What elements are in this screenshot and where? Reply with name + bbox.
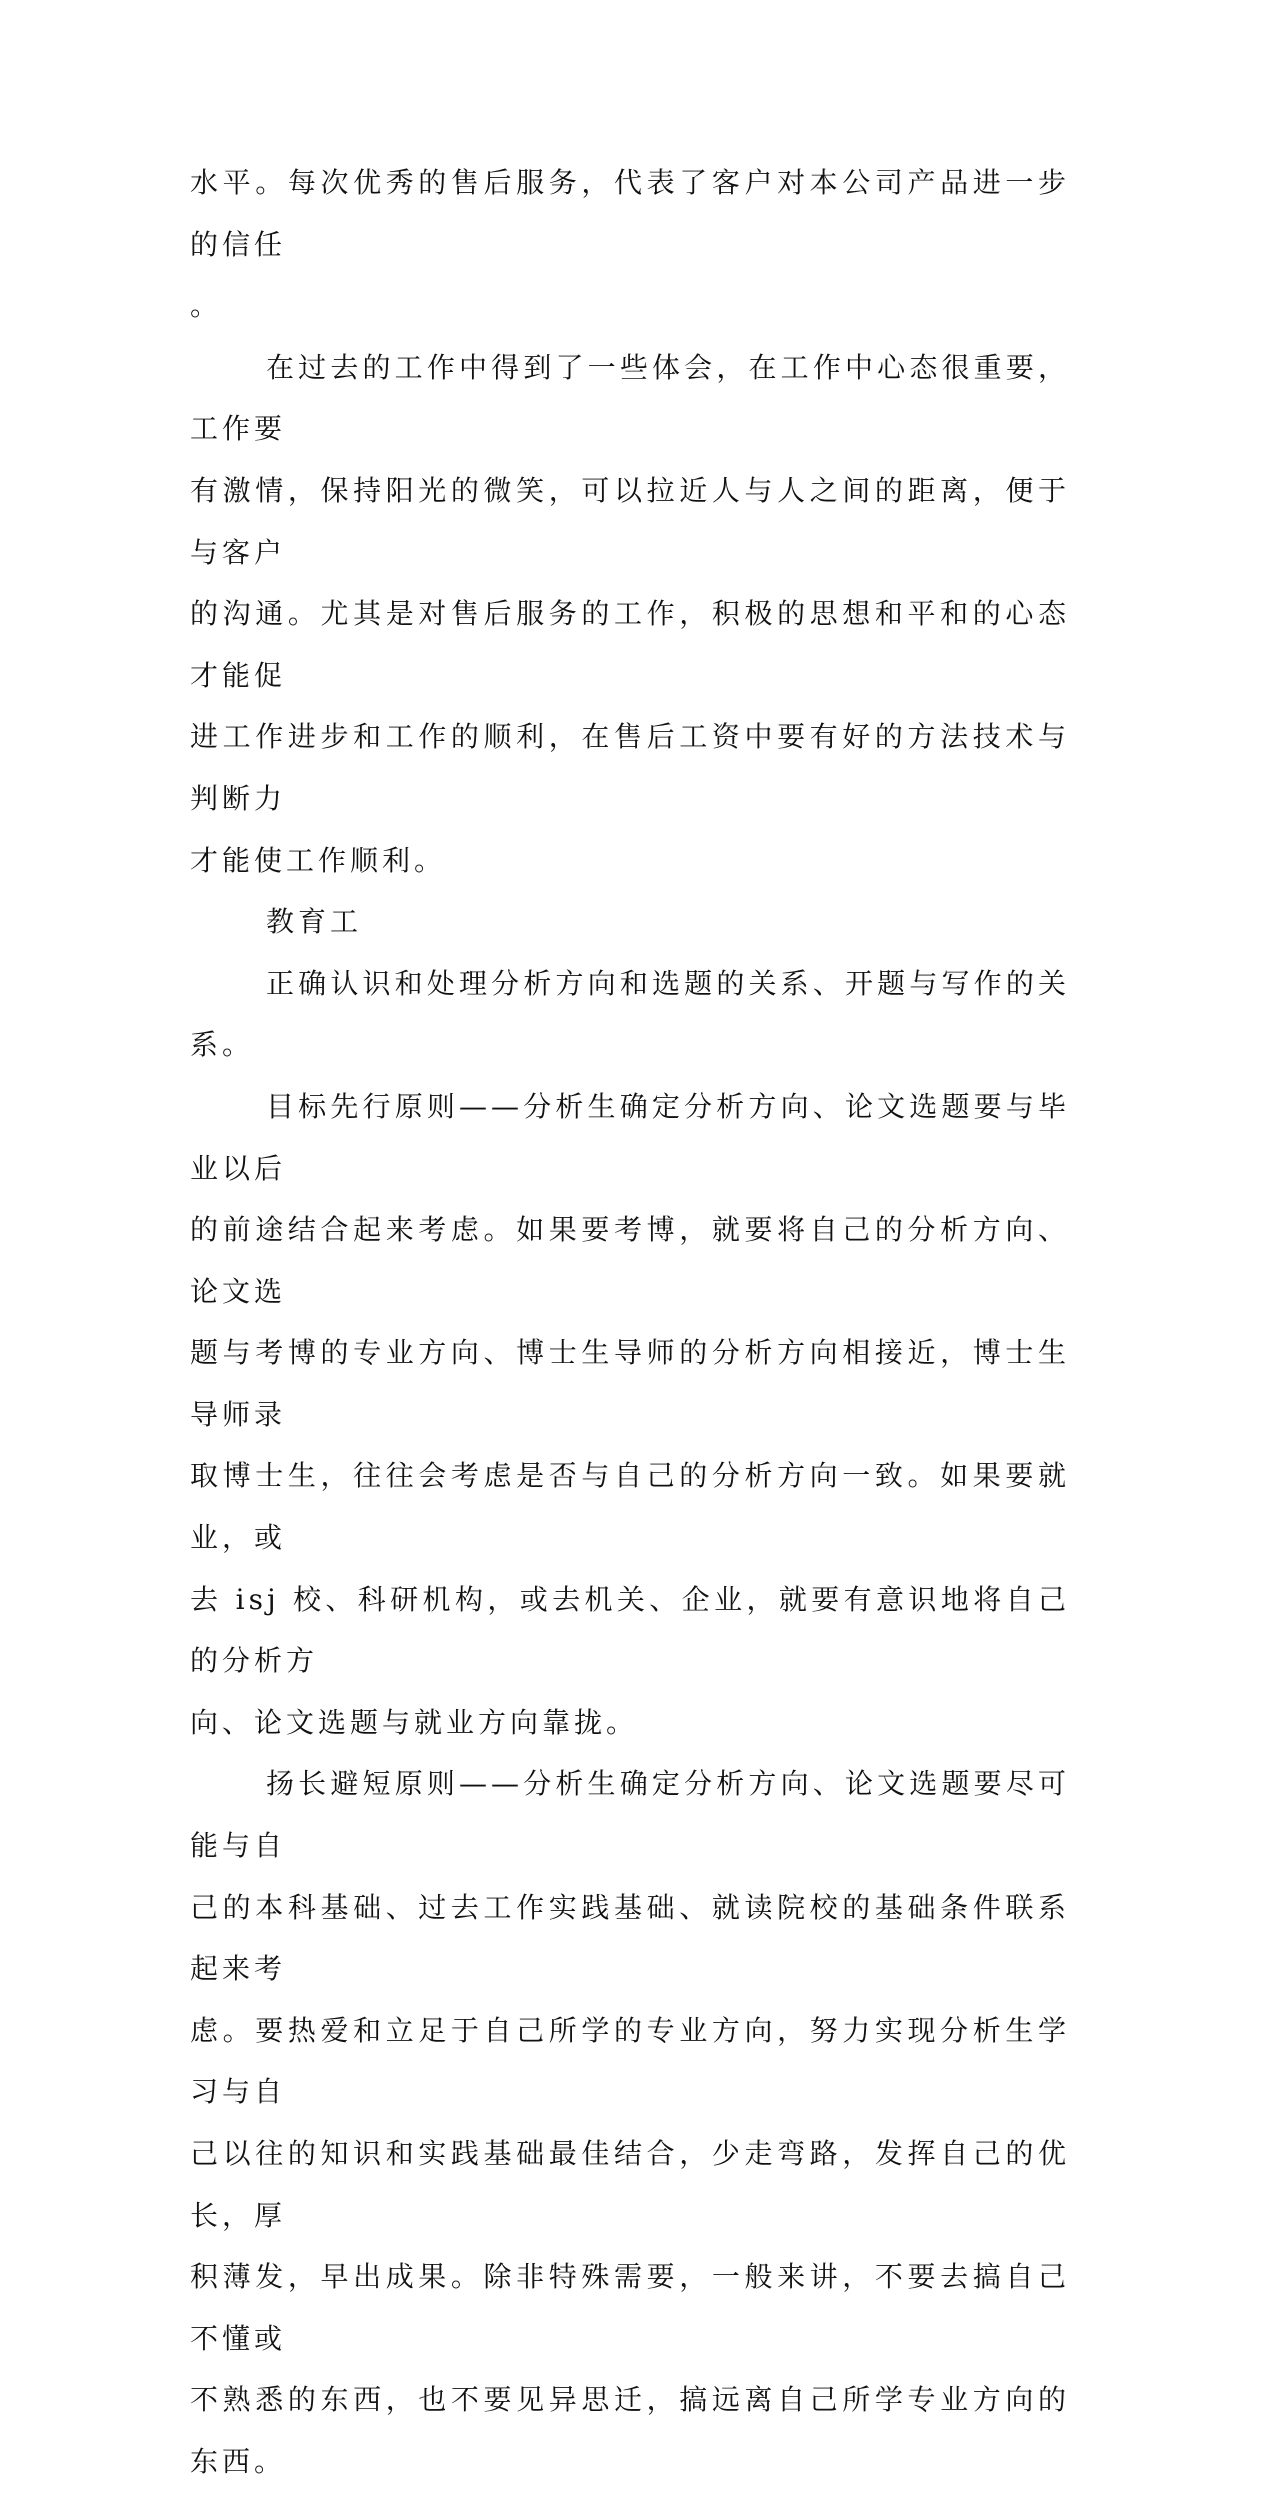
paragraph-5: 目标先行原则——分析生确定分析方向、论文选题要与毕业以后 的前途结合起来考虑。如果要考博，就要将自己的分析方向、论文选 题与考博的专业方向、博士生导师的分析方向相接近，博士生导师录 取博士生，往往会考虑是否与自己的分析方向一致。如果要就业，或 去 isj 校、科研机构，或去机关、企业，就要有意识地将自己的分析方 向、论文选题与就业方向靠拢。 [190,1089,1070,1739]
paragraph-2: 在过去的工作中得到了一些体会，在工作中心态很重要，工作要 有激情，保持阳光的微笑，可以拉近人与人之间的距离，便于与客户 的沟通。尤其是对售后服务的工作，积极的思想和平和的心态才能促 进工作进步和工作的顺利，在售后工资中要有好的方法技术与判断力 才能使工作顺利。 [190,350,1070,877]
paragraph-3-heading: 教育工 [266,905,363,939]
paragraph-1: 水平。每次优秀的售后服务，代表了客户对本公司产品进一步的信任 。 [190,166,1070,323]
paragraph-4: 正确认识和处理分析方向和选题的关系、开题与写作的关系。 [190,966,1070,1062]
document-body [190,152,1070,2493]
paragraph-6: 扬长避短原则——分析生确定分析方向、论文选题要尽可能与自 己的本科基础、过去工作实践基础、就读院校的基础条件联系起来考 虑。要热爱和立足于自己所学的专业方向，努力实现分析生学习与自 己以往的知识和实践基础最佳结合，少走弯路，发挥自己的优长，厚 积薄发，早出成果。除非特殊需要，一般来讲，不要去搞自己不懂或 不熟悉的东西，也不要见异思迁，搞远离自己所学专业方向的东西。 [190,1767,1070,2478]
